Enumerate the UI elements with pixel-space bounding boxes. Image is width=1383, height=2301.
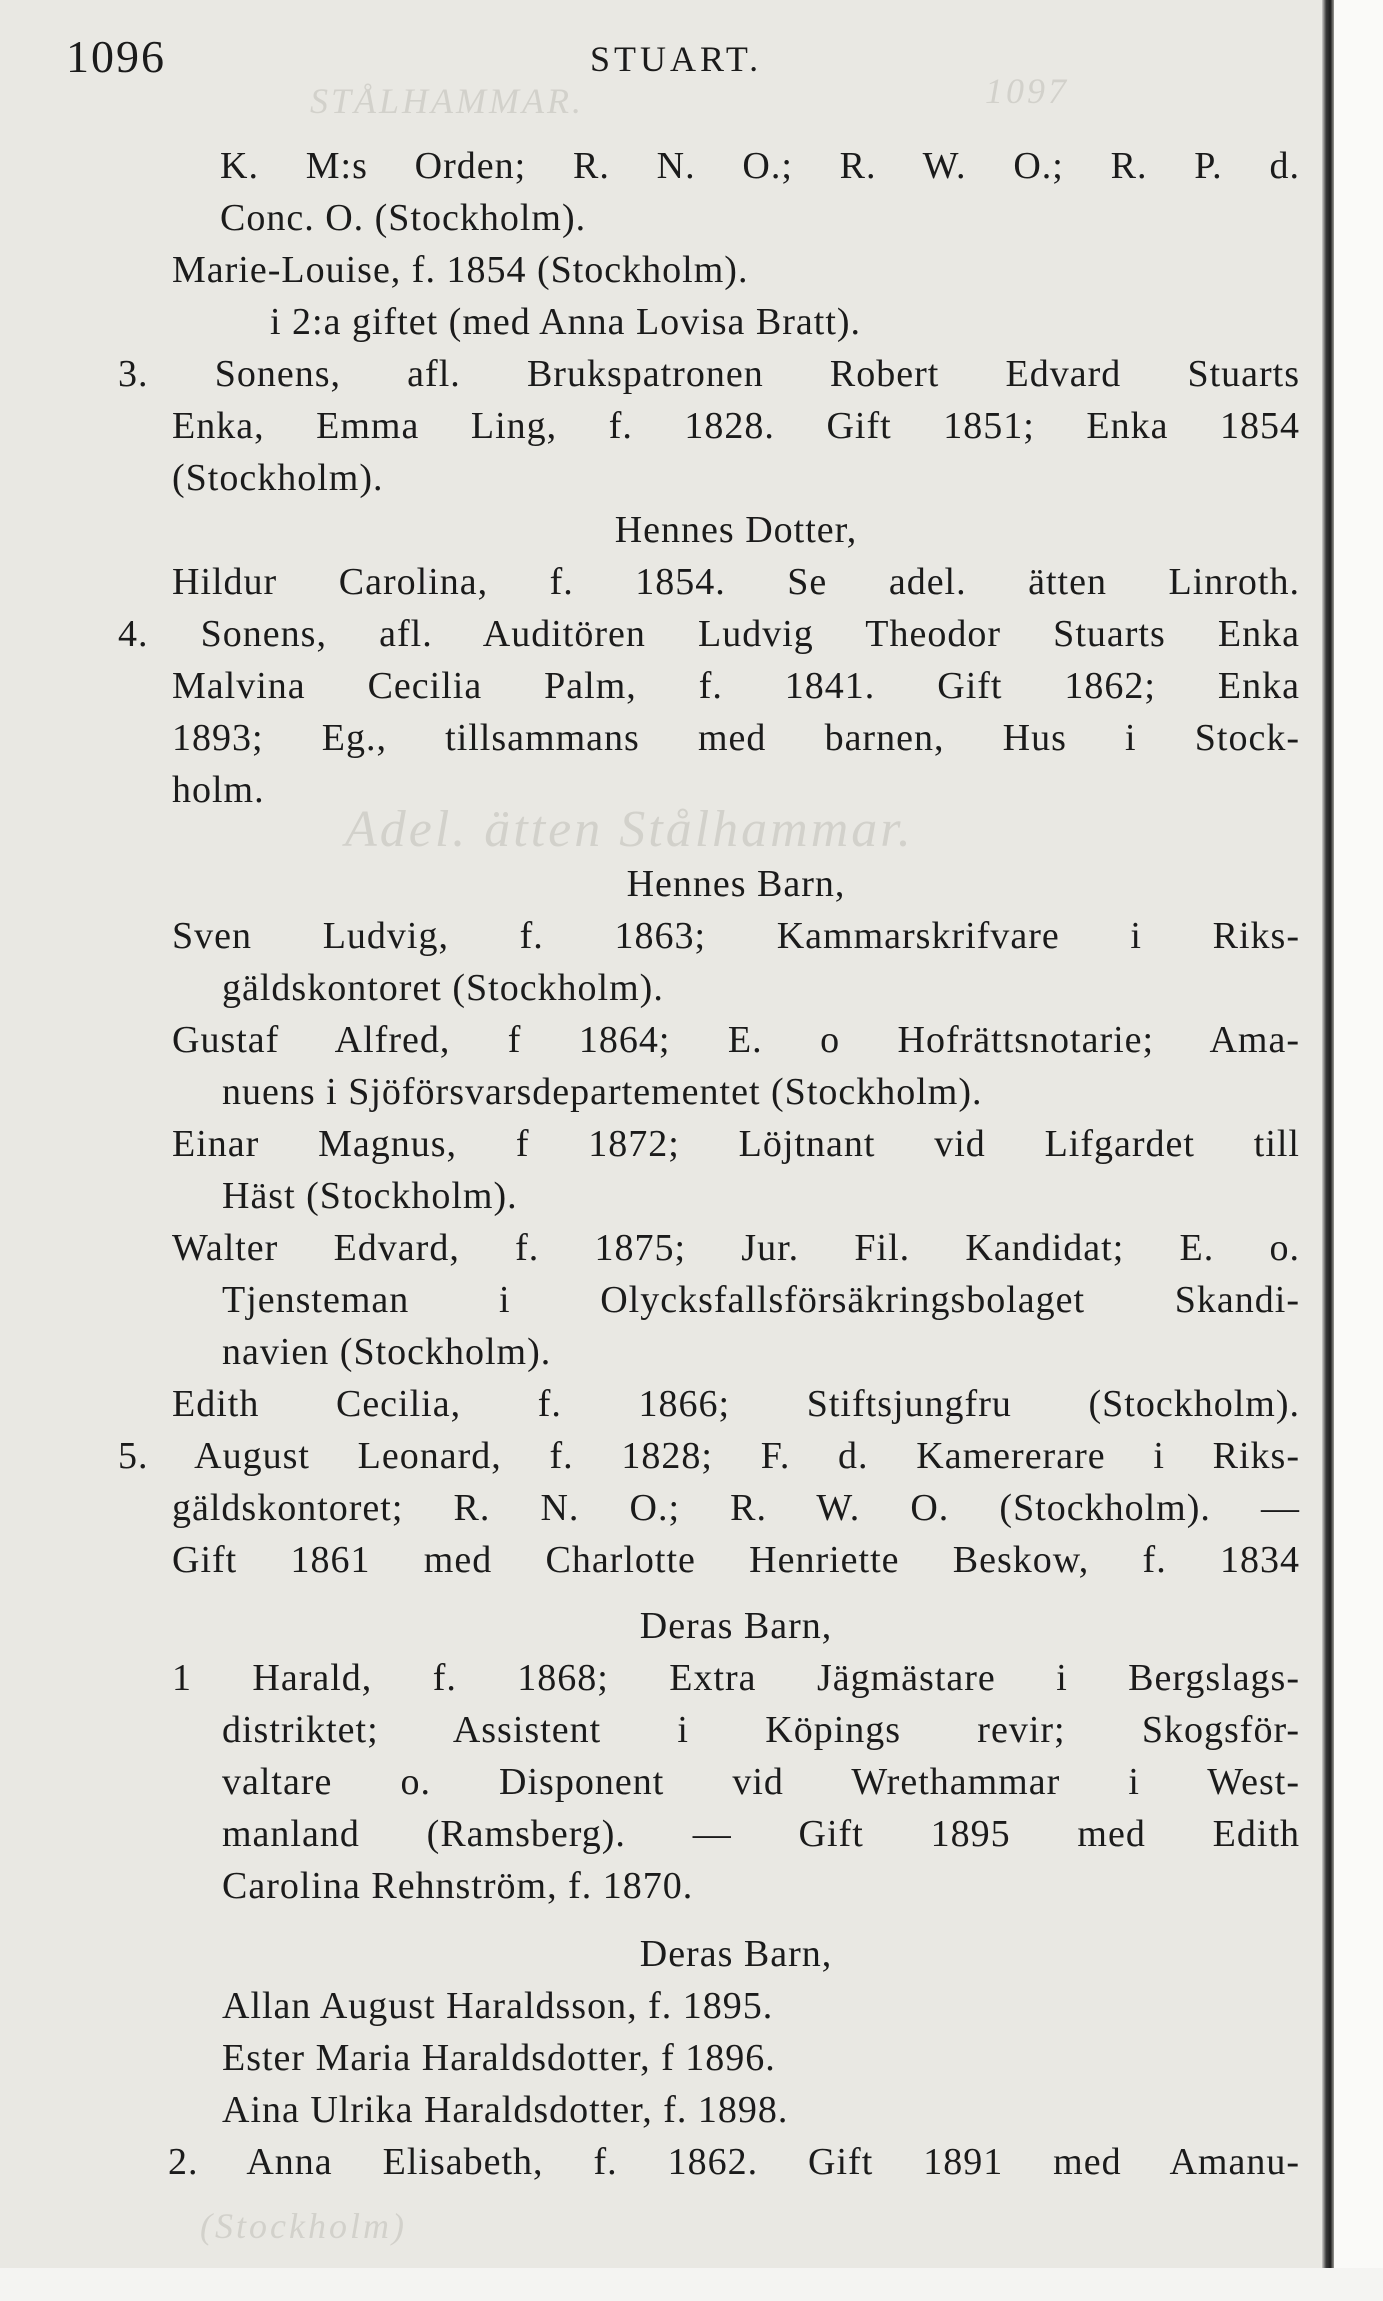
text-line: gäldskontoret; R. N. O.; R. W. O. (Stockholm). — [172,1487,1300,1529]
text-line: Conc. O. (Stockholm). [220,197,587,239]
text-line: nuens i Sjöförsvarsdepartementet (Stockholm). [222,1071,983,1113]
text-line: Ester Maria Haraldsdotter, f 1896. [222,2037,776,2079]
text-line: Gift 1861 med Charlotte Henriette Beskow, f. 1834 [172,1539,1300,1581]
text-line: i 2:a giftet (med Anna Lovisa Bratt). [270,301,862,343]
text-line: valtare o. Disponent vid Wrethammar i West- [222,1761,1300,1803]
ghost-text: 1097 [985,71,1069,111]
text-line: manland (Ramsberg). — Gift 1895 med Edith [222,1813,1300,1855]
section-heading: Deras Barn, [639,1933,833,1975]
text-line: Carolina Rehnström, f. 1870. [222,1865,694,1907]
page-number: 1096 [66,31,166,82]
text-line: 1 Harald, f. 1868; Extra Jägmästare i Bergslags- [172,1657,1300,1699]
ghost-text: (Stockholm) [200,2206,407,2246]
text-line: Malvina Cecilia Palm, f. 1841. Gift 1862; Enka [172,665,1300,707]
text-line: Marie-Louise, f. 1854 (Stockholm). [172,249,749,291]
text-line: gäldskontoret (Stockholm). [222,967,664,1009]
text-line: 1893; Eg., tillsammans med barnen, Hus i Stock- [172,717,1300,759]
text-line: K. M:s Orden; R. N. O.; R. W. O.; R. P. d. [220,145,1300,187]
binding-edge [1322,0,1334,2268]
text-line: navien (Stockholm). [222,1331,552,1373]
text-line: Walter Edvard, f. 1875; Jur. Fil. Kandidat; E. o. [172,1227,1300,1269]
text-line: (Stockholm). [172,457,384,499]
ghost-text: STÅLHAMMAR. [310,81,584,121]
text-line: Sven Ludvig, f. 1863; Kammarskrifvare i Riks- [172,915,1300,957]
text-line: Tjensteman i Olycksfallsförsäkringsbolaget Skandi- [222,1279,1300,1321]
page-header [60,30,1300,90]
text-line: Aina Ulrika Haraldsdotter, f. 1898. [222,2089,789,2131]
text-line: 5. August Leonard, f. 1828; F. d. Kamererare i Riks- [118,1435,1300,1477]
text-line: holm. [172,769,265,811]
section-heading: Hennes Dotter, [614,509,858,551]
section-heading: Deras Barn, [639,1605,833,1647]
text-line: Enka, Emma Ling, f. 1828. Gift 1851; Enka 1854 [172,405,1300,447]
text-line: Einar Magnus, f 1872; Löjtnant vid Lifgardet till [172,1123,1300,1165]
text-line: distriktet; Assistent i Köpings revir; Skogsför- [222,1709,1300,1751]
text-line: Gustaf Alfred, f 1864; E. o Hofrättsnotarie; Ama- [172,1019,1300,1061]
text-line: 4. Sonens, afl. Auditören Ludvig Theodor Stuarts Enka [118,613,1300,655]
bottom-margin [0,2268,1383,2301]
right-margin [1334,0,1383,2268]
text-line: Allan August Haraldsson, f. 1895. [222,1985,774,2027]
text-line: 2. Anna Elisabeth, f. 1862. Gift 1891 med Amanu- [168,2141,1300,2183]
text-line: Hildur Carolina, f. 1854. Se adel. ätten Linroth. [172,561,1300,603]
section-heading: Hennes Barn, [626,863,846,905]
text-line: Häst (Stockholm). [222,1175,518,1217]
running-head: STUART. [590,39,763,79]
text-line: 3. Sonens, afl. Brukspatronen Robert Edvard Stuarts [118,353,1300,395]
ghost-text: Adel. ätten Stålhammar. [345,801,914,858]
text-line: Edith Cecilia, f. 1866; Stiftsjungfru (Stockholm). [172,1383,1300,1425]
